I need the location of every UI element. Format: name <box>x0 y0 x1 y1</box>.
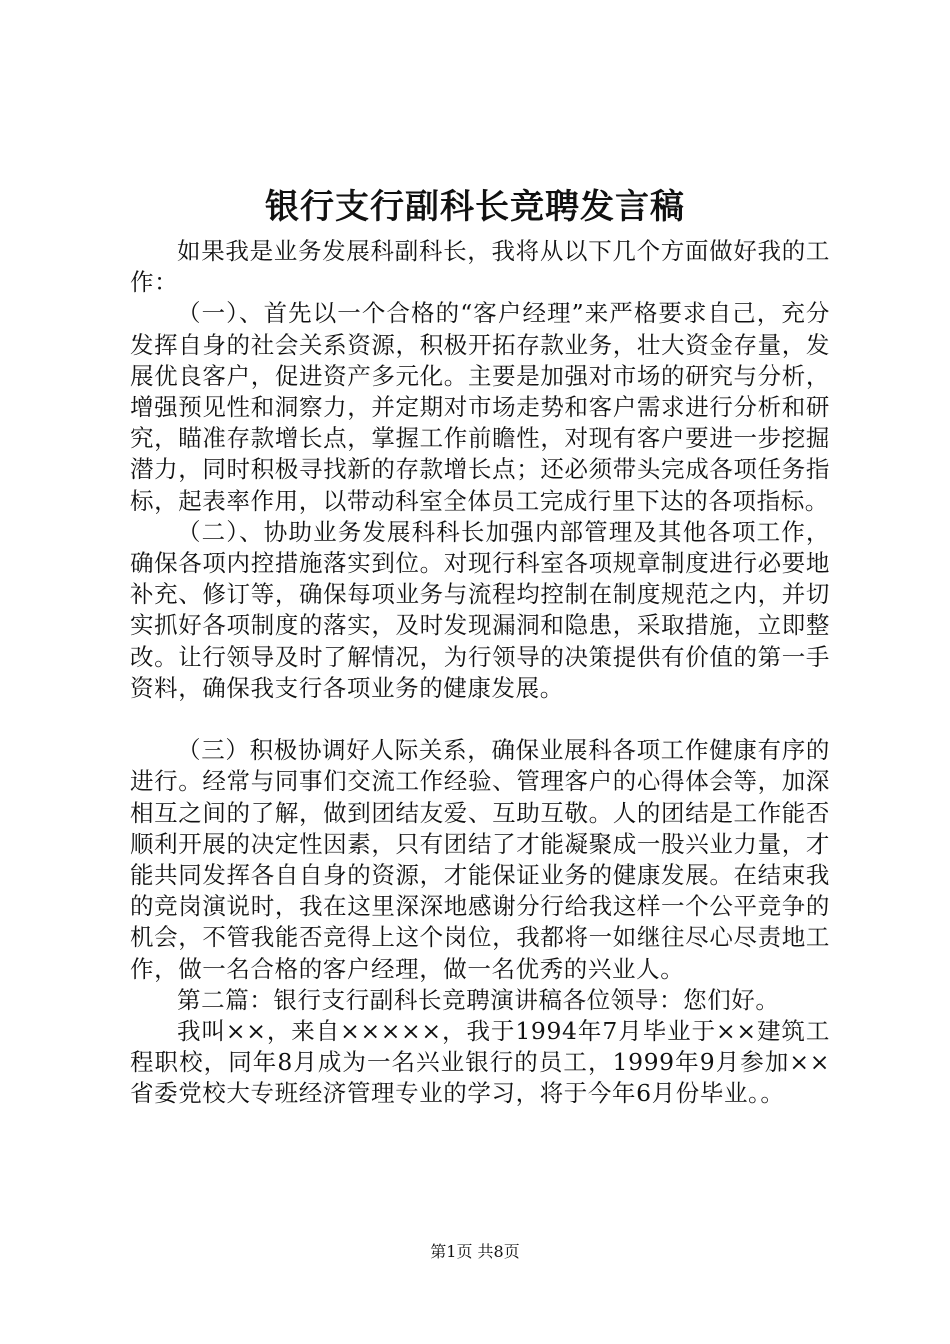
document-body <box>130 236 830 1110</box>
document-title: 银行支行副科长竞聘发言稿 <box>265 187 685 227</box>
paragraph-self-introduction: 我叫××，来自×××××，我于1994年7月毕业于××建筑工程职校，同年8月成为一名兴业银行的员工，1999年9月参加××省委党校大专班经济管理专业的学习，将于今年6月份毕业。。 <box>130 1017 830 1108</box>
paragraph-point-two: （二）、协助业务发展科科长加强内部管理及其他各项工作，确保各项内控措施落实到位。对现行科室各项规章制度进行必要地补充、修订等，确保每项业务与流程均控制在制度规范之内，并切实抓好各项制度的落实，及时发现漏洞和隐患，采取措施，立即整改。让行领导及时了解情况，为行领导的决策提供有价值的第一手资料，确保我支行各项业务的健康发展。 <box>130 517 830 702</box>
paragraph-point-one: （一）、首先以一个合格的“客户经理”来严格要求自己，充分发挥自身的社会关系资源，积极开拓存款业务，壮大资金存量，发展优良客户，促进资产多元化。主要是加强对市场的研究与分析，增强预见性和洞察力，并定期对市场走势和客户需求进行分析和研究，瞄准存款增长点，掌握工作前瞻性，对现有客户要进一步挖掘潜力，同时积极寻找新的存款增长点；还必须带头完成各项任务指标，起表率作用，以带动科室全体员工完成行里下达的各项指标。 <box>130 299 830 515</box>
page-number-footer: 第1页 共8页 <box>430 1242 520 1261</box>
paragraph-intro: 如果我是业务发展科副科长，我将从以下几个方面做好我的工作： <box>130 237 830 297</box>
paragraph-second-article-heading: 第二篇：银行支行副科长竞聘演讲稿各位领导：您们好。 <box>177 985 780 1014</box>
paragraph-point-three: （三）积极协调好人际关系，确保业展科各项工作健康有序的进行。经常与同事们交流工作经验、管理客户的心得体会等，加深相互之间的了解，做到团结友爱、互助互敬。人的团结是工作能否顺利开展的决定性因素，只有团结了才能凝聚成一股兴业力量，才能共同发挥各自自身的资源，才能保证业务的健康发展。在结束我的竞岗演说时，我在这里深深地感谢分行给我这样一个公平竞争的机会，不管我能否竞得上这个岗位，我都将一如继往尽心尽责地工作，做一名合格的客户经理，做一名优秀的兴业人。 <box>130 736 830 983</box>
